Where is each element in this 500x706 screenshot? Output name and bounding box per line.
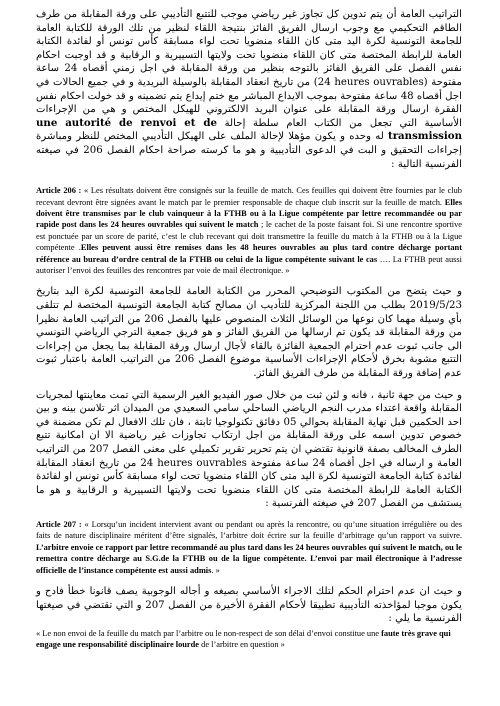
text-run: « Les résultats doivent être consignés sur la feuille de match. Ces feuilles qui doivent être fournies par le club recevant devront être signées avant le match par le premier responsable de chaque club inscrit sur la feuille de match. <box>36 186 462 207</box>
article-207-heading: Article 207 : <box>36 519 85 529</box>
text-run: له وحده و يكون مؤهلا لإحالة الملف على الهيكل التأديبي المختص للنظر ومباشرة إجراءات التحقيق و البت في الدعوى التأديبية و هو ما كرسته صراحة احكام الفصل 206 في صيغته الفرنسية التالية : <box>36 131 463 170</box>
text-run-bold: faute très grave qui engage une responsabilité disciplinaire lourde <box>36 628 451 650</box>
text-run: و حيث من جهة ثانية ، فانه و لئن ثبت من خلال صور الفيديو الغير الرسمية التي تمت معاينتها لمجريات المقابلة واقعة اعتداء مدرب النجم الرياضي الساحلي سامي السعيدي من الميدان اثر تلاسن بينه و بين احد الحكمين قبل نهاية المقابلة بحوالي 05 دقائق تكنولوجيا ثابتة ، فان تلك الافعال لم تكن مضمنة في خصوص تدوين اسمه على ورقة المقابلة من اجل ارتكاب تجاوزات غير رياضية الا ان امكانية تتبع الطرف المخالف بصفة قانونية تقتضي ان يتم تحرير تقرير تكميلي على معنى الفصل 207 من التراتيب العامة و ارساله في اجل أقصاه 24 ساعة مفتوحة <box>36 389 462 469</box>
text-run: « Le non envoi de la feuille du match par l’arbitre ou le non-respect de son délai d’envoi constitue une <box>36 628 382 638</box>
article-207-final-quote <box>36 628 462 651</box>
text-run: . » <box>211 565 220 575</box>
arabic-paragraph-2 <box>36 285 462 380</box>
text-run: و حيث ان عدم احترام الحكم لتلك الاجراء الأساسي بصيغه و أجاله الوجوبية يصف قانونا خطأ فادح و يكون موجبا لمؤاخذته التأديبية تطبيقا لأحكام الفقرة الأخيرة من الفصل 207 و التي تقتضي في صيغتها الفرنسية ما يلي : <box>36 585 463 625</box>
text-run: ; le cachet de la poste faisant foi. Si une rencontre sportive est ponctuée par un score de parité, c’est le club recevant qui doit transmettre la feuille du match à la FTHB ou à la Ligue compétente . <box>36 220 463 253</box>
text-run-latin: (24 heures ouvrables) <box>313 76 428 88</box>
text-run-latin-bold: une autorité de renvoi et de transmission <box>36 116 462 143</box>
text-run-bold: L’arbitre envoie ce rapport par lettre recommandé au plus tard dans les 24 heures ouvrables qui suivent le match, ou le remettra contre décharge au S.G.de la FTHB ou de la ligue compétente. L’envoi par mail électronique à l’adresse officielle de l’instance compétente est aussi admis <box>36 542 462 575</box>
text-run: و حيث يتضح من المكتوب التوضيحي المحرر من الكتابة العامة للجامعة التونسية لكرة اليد بتاريخ 2019/5/23 بطلب من اللجنة المركزية للتأديب ان مصالح كتابة الجامعة التونسية المختصة لم تتلقى بأي وسيلة مهما كان نوعها من الوسائل الثلاث المنصوص عليها بالفصل 206 من التراتيب العامة نظيرا من ورقة المقابلة قد يكون تم ارسالها من الفريق الفائز و هو فريق جمعية الترجي الرياضي التونسي الى جانب ثبوت عدم احترام الجمعية الفائزة بالقاء لأجال ارسال ورقة المقابلة بما يجعل من إجراءات التتبع مشوبة بخرق لأحكام الإجراءات الأساسية موضوع الفصل 206 من التراتيب العامة باعتبار ثبوت عدم إضافة ورقة المقابلة من طرف الفريق الفائز. <box>36 286 462 379</box>
article-206-heading: Article 206 : <box>36 186 85 196</box>
text-run: من تاريخ انعقاد المقابلة لفائدة كتابة الجامعة التونسية لكرة اليد متى كان اللقاء منضويا تحت لواء مسابقة كأس تونس او لفائدة الكتابة العامة للرابطة المختصة متى كان اللقاء منضويا تحت ولايتها التسييرية و الرقابية و هو ما يستشف من الفصل 207 في صيغته الفرنسية : <box>36 457 462 510</box>
text-run: …. La FTHB peut aussi autoriser l’envoi des feuilles des rencontres par voie de mail électronique. » <box>36 254 462 275</box>
text-run: « Lorsqu’un incident intervient avant ou pendant ou après la rencontre, ou qu’une situation irrégulière ou des faits de nature disciplinaire méritent d’être signalés, l’arbitre doit écrire sur la feuille d’arbitrage qu’un rapport va suivre. <box>36 519 462 541</box>
document-page <box>36 8 462 651</box>
text-run: de l’arbitre en question » <box>199 640 285 650</box>
text-run-bold: Elles peuvent aussi être remises dans les 48 heures ouvrables au plus tard contre décharge portant référence au bureau d’ordre central de la FTHB ou celui de la ligue compétente suivant le cas <box>36 243 463 264</box>
arabic-paragraph-1 <box>36 8 462 171</box>
article-207-quote <box>36 519 462 576</box>
text-run: من تاريخ انعقاد المقابلة بالوسيلة البريدية و في جميع الحالات في اجل أقصاه 48 ساعة مفتوحة بموجب الايداع المباشر مع ختم إيداع يتم تضمينه و قد خولت احكام نفس الفقرة ارسال ورقة المقابلة على عنوان البريد الالكتروني للهيكل المختص و هي من الإجراءات الأساسية التي تجعل من الكتاب العام سلطة إحالة <box>36 76 463 129</box>
text-run: التراتيب العامة أن يتم تدوين كل تجاوز غير رياضي موجب للتتبع التأديبي على ورقة المقابلة من طرف الطاقم التحكيمي مع وجوب ارسال الفريق الفائز بنتيجة اللقاء لنظير من تلك الورقة للكتابة العامة للجامعة التونسية لكرة اليد متى كان اللقاء منضويا تحت لواء مسابقة كأس تونس أو لفائدة الكتابة العامة للرابطة المختصة متى كان اللقاء منضويا تحت ولايتها التسييرية و الرقابية و قد اوجبت احكام نفس الفصل على الفريق الفائز بالتوجه بنظير من ورقة المقابلة في اجل زمني أقصاه 24 ساعة مفتوحة <box>36 9 462 88</box>
text-run-bold: Elles doivent être transmises par le club vainqueur à la FTHB ou à la Ligue compétente par lettre recommandée ou par rapide post dans les 24 heures ouvrables qui suivent le match <box>36 197 462 230</box>
text-run-latin: 24 heures ouvrables <box>140 457 247 469</box>
arabic-paragraph-4 <box>36 585 462 626</box>
article-206-quote <box>36 185 462 276</box>
arabic-paragraph-3 <box>36 389 462 511</box>
